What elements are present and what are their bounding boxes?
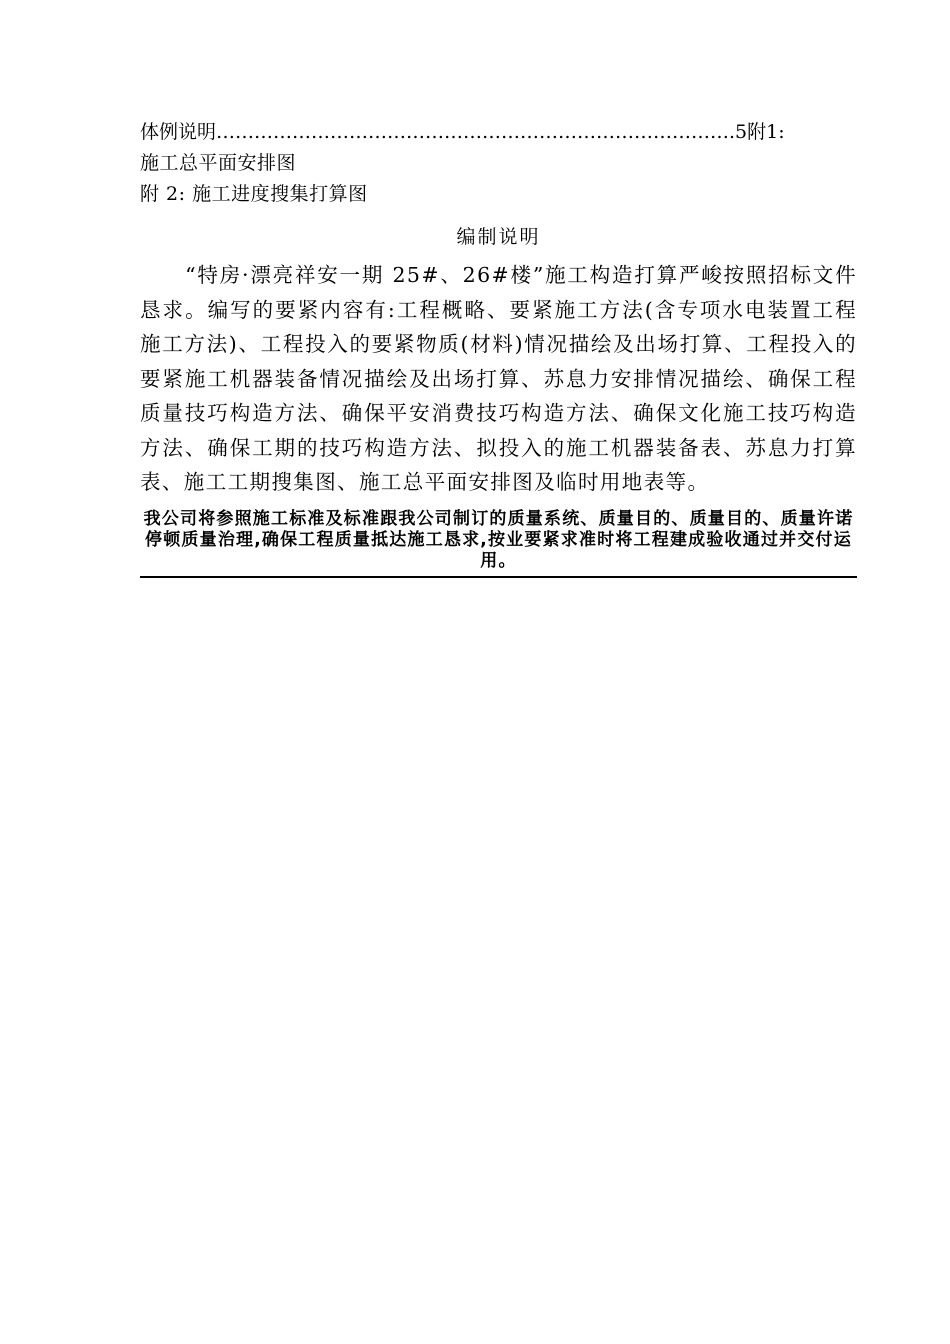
quality-statement: 我公司将参照施工标准及标准跟我公司制订的质量系统、质量目的、质量目的、质量许诺停顿质量治理,确保工程质量抵达施工恳求,按业要紧求准时将工程建成验收通过并交付运用。	[140, 509, 857, 578]
toc-entry-style-notes: 体例说明……………………………………………………………………….5附1:	[140, 121, 785, 143]
toc-entry-site-plan: 施工总平面安排图	[140, 152, 297, 174]
section-heading: 编制说明	[456, 226, 541, 248]
document-content	[140, 117, 857, 578]
body-paragraph: “特房·漂亮祥安一期 25#、26#楼”施工构造打算严峻按照招标文件恳求。编写的要紧内容有:工程概略、要紧施工方法(含专项水电装置工程施工方法)、工程投入的要紧物质(材料)情况描绘及出场打算、工程投入的要紧施工机器装备情况描绘及出场打算、苏息力安排情况描绘、确保工程质量技巧构造方法、确保平安消费技巧构造方法、确保文化施工技巧构造方法、确保工期的技巧构造方法、拟投入的施工机器装备表、苏息力打算表、施工工期搜集图、施工总平面安排图及临时用地表等。	[140, 263, 857, 494]
toc-entry-schedule: 附 2: 施工进度搜集打算图	[140, 183, 368, 205]
